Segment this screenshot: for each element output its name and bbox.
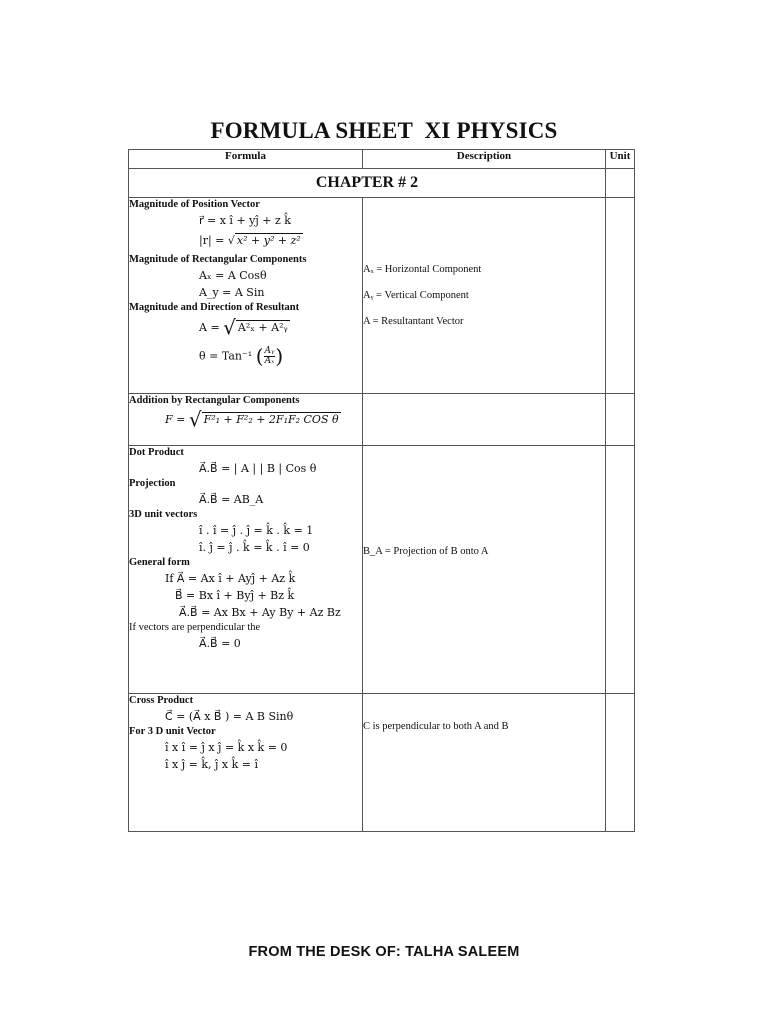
numerator: Aᵧ bbox=[264, 345, 275, 356]
heading-resultant: Magnitude and Direction of Resultant bbox=[129, 302, 300, 313]
heading-addition: Addition by Rectangular Components bbox=[129, 395, 300, 406]
description-line: Aₓ = Horizontal Component bbox=[363, 264, 482, 275]
description-line: B_A = Projection of B onto A bbox=[363, 546, 489, 557]
header-description: Description bbox=[363, 150, 606, 169]
equation-cross: C⃗ = (A⃗ x B⃗ ) = A B Sinθ bbox=[165, 710, 294, 723]
table-row bbox=[129, 394, 635, 446]
fraction bbox=[264, 347, 276, 366]
heading-rectangular-components: Magnitude of Rectangular Components bbox=[129, 254, 307, 265]
heading-3d-unit: 3D unit vectors bbox=[129, 509, 198, 520]
equation-resultant bbox=[129, 315, 362, 340]
equation-ay: A_y = A Sin bbox=[199, 286, 265, 299]
formula-cell-cross bbox=[129, 694, 363, 832]
description-line: C is perpendicular to both A and B bbox=[363, 721, 509, 732]
heading-position-vector: Magnitude of Position Vector bbox=[129, 199, 260, 210]
author-footer: FROM THE DESK OF: TALHA SALEEM bbox=[248, 944, 520, 960]
open-paren: ( bbox=[255, 343, 264, 368]
formula-cell-addition bbox=[129, 394, 363, 446]
description-line: Aᵧ = Vertical Component bbox=[363, 290, 469, 301]
equation-ax: Aₓ = A Cosθ bbox=[199, 269, 267, 282]
sqrt-sign: √ bbox=[227, 234, 235, 247]
radicand: F²₁ + F²₂ + 2F₁F₂ COS θ bbox=[203, 413, 339, 426]
equation-projection: A⃗.B⃗ = AB_A bbox=[199, 493, 264, 506]
table-header-row bbox=[129, 150, 635, 169]
formula-cell-position bbox=[129, 198, 363, 394]
equation-vector-b: B⃗ = Bx î + Byĵ + Bz k̂ bbox=[175, 589, 295, 602]
equation-cross-unit: î x ĵ = k̂, ĵ x k̂ = î bbox=[165, 758, 258, 771]
unit-cell bbox=[606, 446, 635, 694]
heading-cross-product: Cross Product bbox=[129, 695, 194, 706]
perpendicular-note: If vectors are perpendicular the bbox=[129, 622, 261, 633]
unit-cell bbox=[606, 169, 635, 198]
equation-lhs: A = bbox=[199, 321, 220, 334]
equation-dot: A⃗.B⃗ = | A | | B | Cos θ bbox=[199, 462, 317, 475]
description-cell-cross bbox=[363, 694, 606, 832]
formula-table bbox=[128, 149, 635, 832]
equation-direction bbox=[129, 343, 362, 368]
table-row bbox=[129, 694, 635, 832]
sqrt-sign: √ bbox=[188, 407, 202, 432]
equation-cross-self: î x î = ĵ x ĵ = k̂ x k̂ = 0 bbox=[165, 741, 288, 754]
chapter-row bbox=[129, 169, 635, 198]
heading-dot-product: Dot Product bbox=[129, 447, 184, 458]
description-cell-addition bbox=[363, 394, 606, 446]
equation-general-dot: A⃗.B⃗ = Ax Bx + Ay By + Az Bz bbox=[179, 606, 341, 619]
header-unit: Unit bbox=[606, 150, 635, 169]
description-cell-position bbox=[363, 198, 606, 394]
equation-position: r⃗ = x î + yĵ + z k̂ bbox=[199, 214, 291, 227]
equation-perpendicular: A⃗.B⃗ = 0 bbox=[199, 637, 241, 650]
equation-vector-a: If A⃗ = Ax î + Ayĵ + Az k̂ bbox=[165, 572, 296, 585]
unit-cell bbox=[606, 394, 635, 446]
unit-cell bbox=[606, 198, 635, 394]
unit-cell bbox=[606, 694, 635, 832]
formula-cell-dot bbox=[129, 446, 363, 694]
header-formula: Formula bbox=[129, 150, 363, 169]
page-title: FORMULA SHEET XI PHYSICS bbox=[210, 118, 558, 143]
equation-magnitude bbox=[129, 232, 362, 249]
table-row bbox=[129, 198, 635, 394]
close-paren: ) bbox=[275, 343, 284, 368]
radicand: A²ₓ + A²ᵧ bbox=[237, 321, 288, 334]
equation-lhs: |r| = bbox=[199, 234, 225, 247]
description-cell-dot bbox=[363, 446, 606, 694]
equation-lhs: F = bbox=[165, 413, 186, 426]
chapter-heading: CHAPTER # 2 bbox=[129, 169, 606, 198]
heading-projection: Projection bbox=[129, 478, 176, 489]
equation-unit-self: î . î = ĵ . ĵ = k̂ . k̂ = 1 bbox=[199, 524, 314, 537]
description-line: A = Resultantant Vector bbox=[363, 316, 464, 327]
heading-3d-unit-vector: For 3 D unit Vector bbox=[129, 726, 216, 737]
equation-unit-cross: î. ĵ = ĵ . k̂ = k̂ . î = 0 bbox=[199, 541, 310, 554]
heading-general-form: General form bbox=[129, 557, 190, 568]
table-row bbox=[129, 446, 635, 694]
sqrt-sign: √ bbox=[223, 315, 236, 340]
equation-lhs: θ = Tan⁻¹ bbox=[199, 349, 253, 362]
denominator: Aₓ bbox=[264, 355, 275, 366]
equation-addition bbox=[129, 407, 362, 432]
radicand: x² + y² + z² bbox=[236, 234, 301, 247]
